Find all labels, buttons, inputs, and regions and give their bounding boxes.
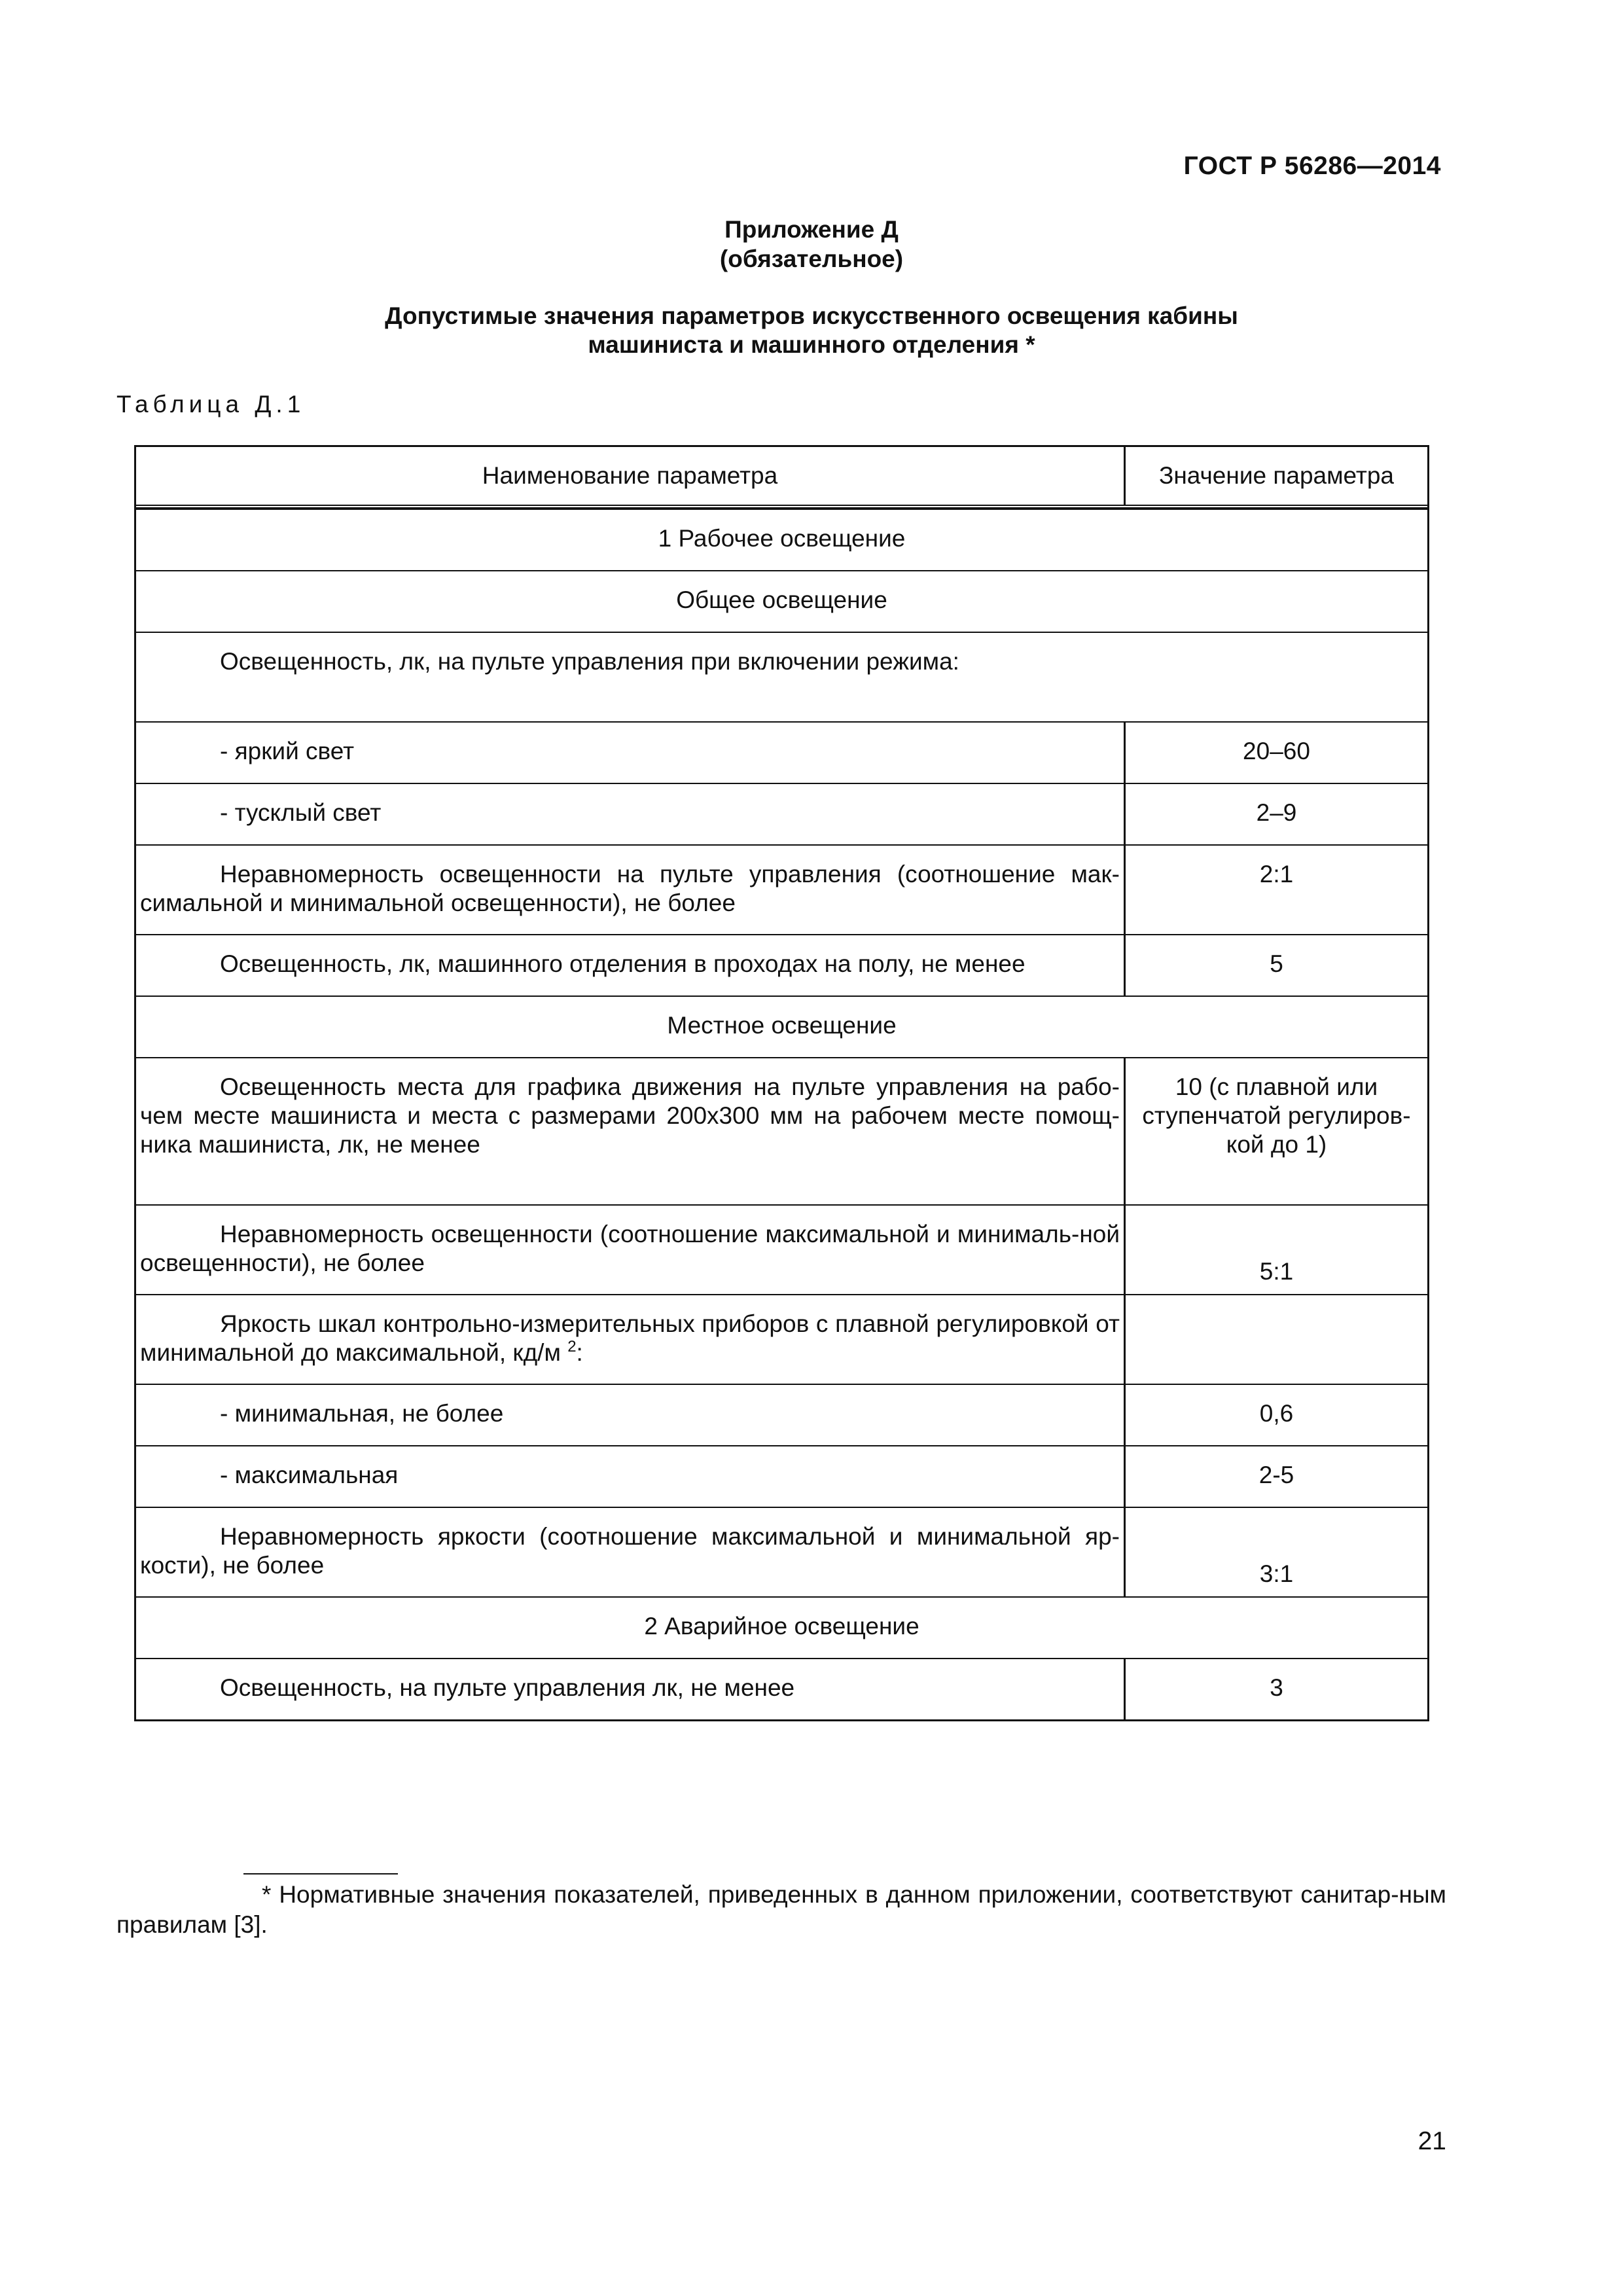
param-name: - минимальная, не более (136, 1385, 1126, 1445)
param-value (1126, 1508, 1427, 1596)
table-row (136, 1294, 1427, 1384)
param-value-text: 5:1 (1259, 1258, 1294, 1285)
table-row (136, 1057, 1427, 1204)
table-row (136, 1658, 1427, 1719)
param-name: - максимальная (136, 1446, 1126, 1507)
appendix-heading-line-1: Допустимые значения параметров искусственного освещения кабины (385, 302, 1238, 329)
column-header-value: Значение параметра (1158, 462, 1394, 489)
param-name: - яркий свет (136, 723, 1126, 783)
page-number: 21 (1418, 2127, 1446, 2155)
subsection-row-local (136, 996, 1427, 1057)
table-row (136, 632, 1427, 721)
table-row (136, 1507, 1427, 1596)
table-row (136, 1204, 1427, 1294)
param-value (1126, 1206, 1427, 1294)
table-row (136, 934, 1427, 996)
appendix-status: (обязательное) (719, 245, 904, 272)
subsection-title: Общее освещение (676, 586, 887, 613)
param-name: Освещенность, на пульте управления лк, не менее (136, 1659, 1126, 1719)
table-header-row (136, 447, 1427, 509)
table-row (136, 1445, 1427, 1507)
param-value: 2:1 (1259, 861, 1294, 888)
column-header-param: Наименование параметра (136, 447, 1126, 505)
appendix-heading-line-2: машиниста и машинного отделения * (588, 331, 1035, 358)
subsection-title: Местное освещение (667, 1012, 897, 1039)
appendix-title: Приложение Д (724, 216, 899, 243)
footnote: * Нормативные значения показателей, приведенных в данном приложении, соответствуют санитар-ным правилам [3]. (116, 1881, 1446, 1938)
section-row-working-lighting (136, 509, 1427, 570)
param-name: Неравномерность освещенности на пульте управления (соотношение мак-симальной и минимальной освещенности), не более (136, 846, 1126, 934)
unit-superscript: 2 (567, 1338, 577, 1355)
param-value: 0,6 (1259, 1400, 1294, 1427)
section-title: 2 Аварийное освещение (644, 1613, 919, 1640)
param-value-text: 3:1 (1259, 1560, 1294, 1587)
param-name: Освещенность места для графика движения на пульте управления на рабо-чем месте машиниста и места с размерами 200х300 мм на рабочем месте помощ-ника машиниста, лк, не менее (136, 1058, 1126, 1204)
param-name (136, 1295, 1126, 1384)
section-row-emergency-lighting (136, 1596, 1427, 1658)
param-name-text: Яркость шкал контрольно-измерительных приборов с плавной регулировкой от минимальной до максимальной, кд/м (140, 1310, 1120, 1366)
table-label: Таблица Д.1 (116, 391, 306, 418)
table-row (136, 1384, 1427, 1445)
table-row (136, 844, 1427, 934)
param-name-tail: : (576, 1339, 583, 1366)
table-row (136, 783, 1427, 844)
table-row (136, 721, 1427, 783)
param-value: 10 (с плавной или ступенчатой регулиров-кой до 1) (1142, 1073, 1411, 1158)
subsection-row-general (136, 570, 1427, 632)
param-value: 3 (1270, 1674, 1283, 1701)
param-name: Неравномерность яркости (соотношение максимальной и минимальной яр-кости), не более (136, 1508, 1126, 1596)
param-value: 2-5 (1258, 1462, 1294, 1488)
section-title: 1 Рабочее освещение (658, 525, 906, 552)
param-value-empty (1126, 1295, 1427, 1384)
param-name: - тусклый свет (136, 784, 1126, 844)
param-value: 2–9 (1256, 799, 1297, 826)
param-name: Освещенность, лк, на пульте управления при включении режима: (220, 648, 959, 675)
param-value: 20–60 (1243, 738, 1310, 764)
param-name: Неравномерность освещенности (соотношение максимальной и минималь-ной освещенности), не более (136, 1206, 1126, 1294)
param-name: Освещенность, лк, машинного отделения в проходах на полу, не менее (136, 935, 1126, 996)
parameters-table (134, 445, 1429, 1721)
footnote-divider (243, 1873, 398, 1874)
param-value: 5 (1270, 950, 1283, 977)
document-code: ГОСТ Р 56286—2014 (1183, 152, 1441, 180)
